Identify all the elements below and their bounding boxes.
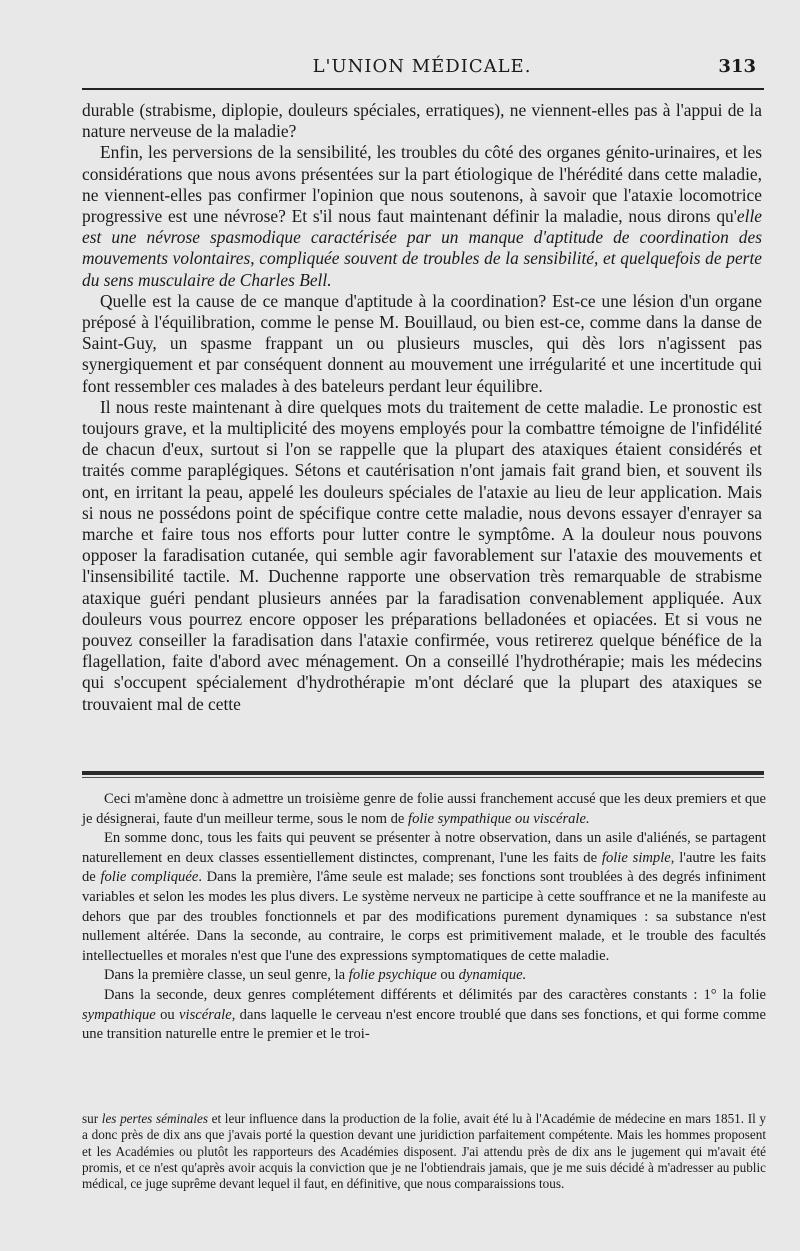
note-paragraph-1 bbox=[82, 790, 766, 829]
note-4-text-b: ou bbox=[155, 1006, 180, 1023]
footnote-italic: les pertes séminales bbox=[101, 1111, 208, 1126]
paragraph-3: Quelle est la cause de ce manque d'aptitude à la coordination? Est-ce une lésion d'un organe préposé à l'équilibration, comme le pense M. Bouillaud, ou bien est-ce, comme dans la danse de Saint-Guy, un spasme frappant un ou plusieurs muscles, qui dès lors n'agissent pas synergiquement et par conséquent donnent au mouvement une irrégularité et une incertitude qui font ressembler ces malades à des bateleurs perdant leur équilibre. bbox=[82, 290, 762, 396]
note-3-text-b: ou bbox=[436, 967, 459, 984]
running-header bbox=[82, 56, 762, 82]
note-2-italic-2: folie compliquée bbox=[100, 869, 199, 886]
note-3-text-a: Dans la première classe, un seul genre, la bbox=[104, 967, 349, 984]
page-number: 313 bbox=[718, 56, 756, 77]
note-4-italic-1: sympathique bbox=[82, 1006, 156, 1023]
footnote-paragraph bbox=[82, 1111, 766, 1192]
feuilleton-text bbox=[82, 790, 766, 1045]
note-2-text-a: En somme donc, tous les faits qui peuvent se présenter à notre observation, dans un asile d'aliénés, se partagent naturellement en deux classes essentiellement distinctes, comprenant, l'une les faits de bbox=[82, 830, 766, 866]
note-2-text-c: . Dans la première, l'âme seule est malade; ses fonctions sont troublées à des degrés infiniment variables et selon les modes les plus divers. Le système nerveux ne participe à cette souffrance et ne la manifeste au dehors que par des troubles fonctionnels et par des modifications purement dynamiques : sa substance n'est nullement altérée. Dans la seconde, au contraire, le corps est primitivement malade, et le trouble des facultés intellectuelles et morales n'est que l'une des expressions symptomatiques de cette maladie. bbox=[82, 869, 766, 964]
note-paragraph-2 bbox=[82, 829, 766, 966]
note-1-text: Ceci m'amène donc à admettre un troisième genre de folie aussi franchement accusé que les deux premiers et que je désignerai, faute d'un meilleur terme, sous le nom de bbox=[82, 791, 766, 827]
note-4-text-c: dans laquelle le cerveau n'est encore troublé que dans ses fonctions, et qui forme comme une transition naturelle entre le premier et le troi- bbox=[82, 1006, 767, 1043]
paragraph-1: durable (strabisme, diplopie, douleurs spéciales, erratiques), ne viennent-elles pas à l'appui de la nature nerveuse de la maladie? bbox=[82, 100, 762, 142]
footnote bbox=[82, 1111, 766, 1192]
note-2-italic-1: folie simple bbox=[601, 849, 671, 866]
footnote-text-b: et leur influence dans la production de la folie, avait été lu à l'Académie de médecine en mars 1851. Il y a donc près de dix ans que j'avais porté la question devant une juridiction parfaitement compétente. Mais les hommes proposent et les Académies ou plutôt les rapporteurs des Académies disposent. J'ai attendu près de dix ans le jugement qui m'avait été promis, et ce n'est qu'après avoir acquis la conviction que je ne l'obtiendrais jamais, que je me suis décidé à m'adresser au public médical, ce juge suprême devant lequel il faut, en définitive, que nous comparaissions tous. bbox=[82, 1111, 767, 1192]
note-4-italic-2: viscérale, bbox=[179, 1006, 236, 1023]
main-text bbox=[82, 100, 762, 715]
journal-title: L'UNION MÉDICALE. bbox=[312, 56, 532, 77]
header-rule bbox=[82, 88, 764, 90]
note-3-italic-1: folie psychique bbox=[348, 967, 437, 984]
paragraph-2 bbox=[82, 142, 762, 290]
footnote-text-a: sur bbox=[82, 1111, 102, 1126]
section-separator-thin bbox=[82, 777, 764, 778]
note-paragraph-3 bbox=[82, 966, 766, 986]
definition-italic: elle est une névrose spasmodique caractérisée par un manque d'aptitude de coordination des mouvements volontaires, compliquée souvent de troubles de la sensibilité, et quelquefois de perte du sens musculaire de Charles Bell. bbox=[82, 206, 762, 290]
note-1-italic: folie sympathique ou viscérale. bbox=[408, 810, 590, 827]
paragraph-4: Il nous reste maintenant à dire quelques mots du traitement de cette maladie. Le pronostic est toujours grave, et la multiplicité des moyens employés pour la combattre témoigne de l'infidélité de chacun d'eux, surtout si l'on se rappelle que la plupart des ataxiques étaient considérés et traités comme paraplégiques. Sétons et cautérisation n'ont jamais fait grand bien, et souvent ils ont, en irritant la peau, appelé les douleurs spéciales de l'ataxie au lieu de leur application. Mais si nous ne possédons point de spécifique contre cette maladie, nous devons essayer d'enrayer sa marche et faire tous nos efforts pour lutter contre le symptôme. A la douleur nous pouvons opposer la faradisation cutanée, qui semble agir favorablement sur l'ataxie des mouvements et l'insensibilité tactile. M. Duchenne rapporte une observation très remarquable de strabisme ataxique guéri pendant plusieurs années par la faradisation convenablement appliquée. Aux douleurs vous pourrez encore opposer les préparations belladonées et opiacées. Et si vous ne pouvez conseiller la faradisation dans l'ataxie confirmée, vous retirerez quelque bénéfice de la flagellation, faite d'abord avec ménagement. On a conseillé l'hydrothérapie; mais les médecins qui s'occupent spécialement d'hydrothérapie m'ont déclaré que la plupart des ataxiques se trouvaient mal de cette bbox=[82, 396, 762, 714]
note-3-italic-2: dynamique. bbox=[458, 967, 527, 984]
note-paragraph-4 bbox=[82, 986, 766, 1045]
note-4-text-a: Dans la seconde, deux genres complétement différents et délimités par des caractères constants : 1° la folie bbox=[104, 986, 766, 1003]
section-separator bbox=[82, 771, 764, 775]
note-2-text-b: , l'autre les faits de bbox=[82, 849, 766, 886]
paragraph-2-text: Enfin, les perversions de la sensibilité, les troubles du côté des organes génito-urinaires, et les considérations que nous avons présentées sur la part étiologique de l'hérédité dans cette maladie, ne viennent-elles pas confirmer l'opinion que nous soutenons, à savoir que l'ataxie locomotrice progressive est une névrose? Et s'il nous faut maintenant définir la maladie, nous dirons qu' bbox=[82, 142, 762, 227]
